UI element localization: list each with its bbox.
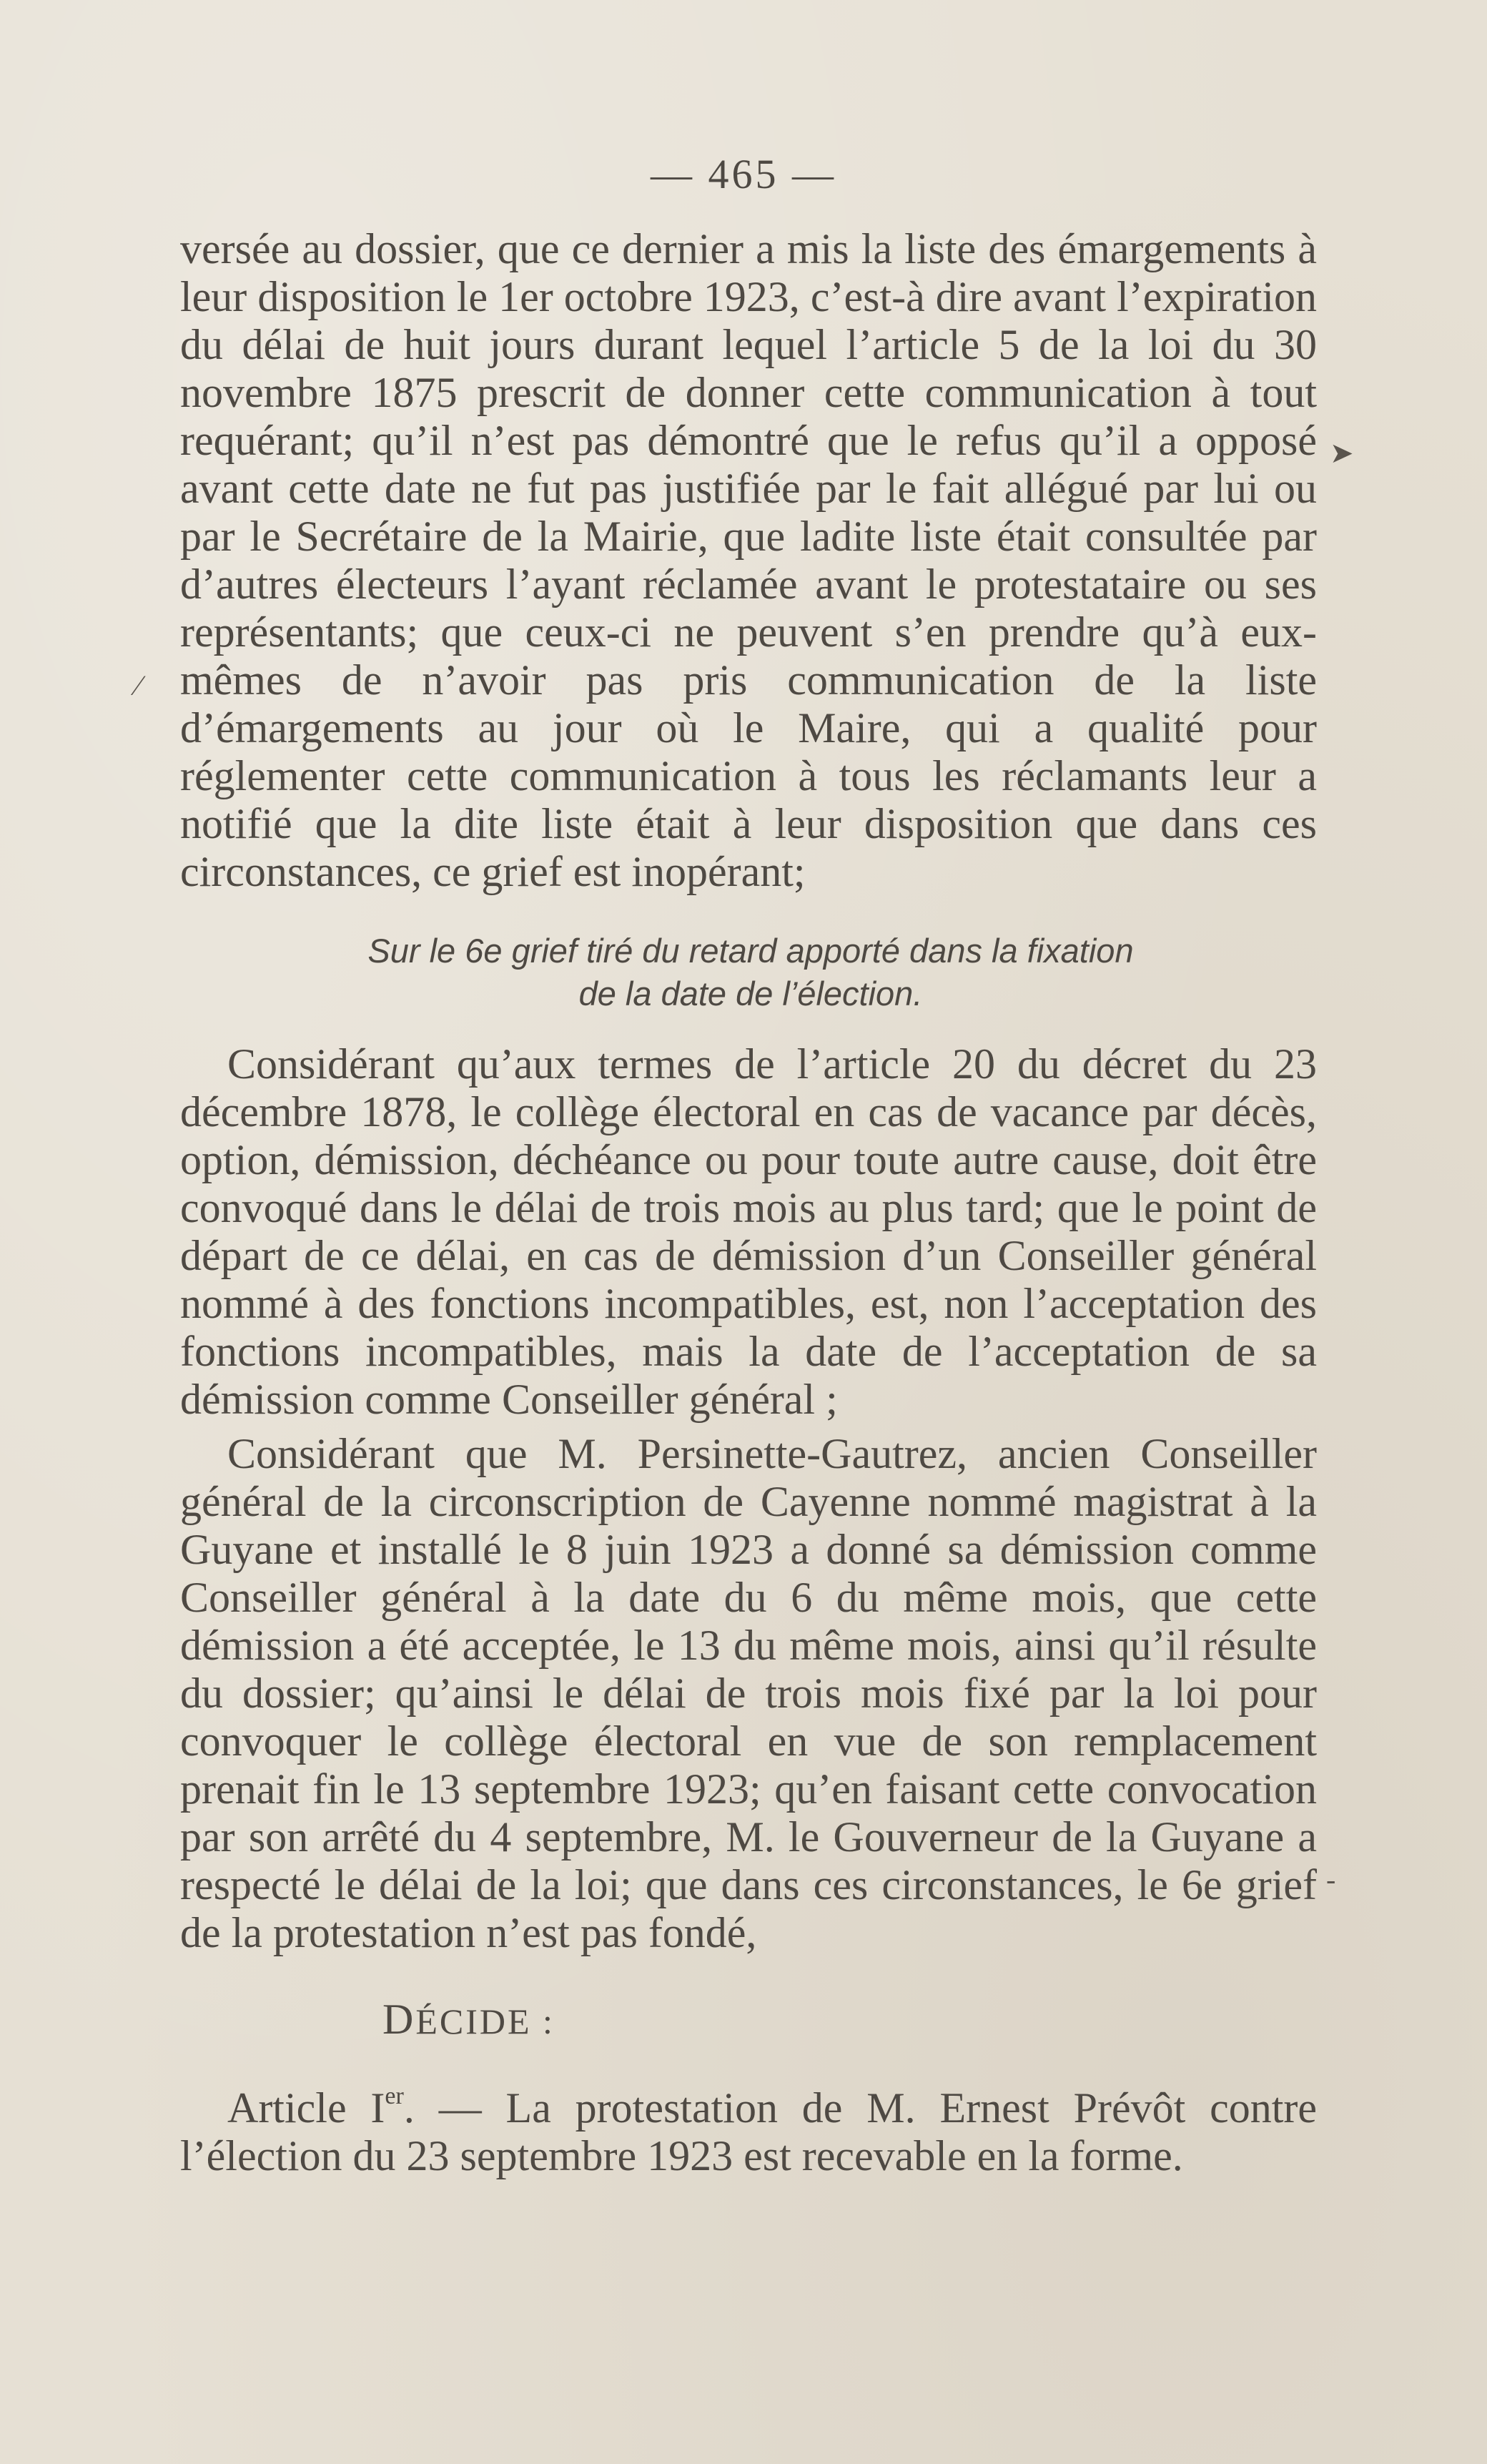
section-heading-line-1: Sur le 6e grief tiré du retard apporté dans la fixation	[367, 932, 1134, 970]
margin-mark-arrow: ➤	[1330, 437, 1354, 469]
paragraph-considerant-2: Considérant que M. Persinette-Gautrez, ancien Conseiller général de la circonscription de Cayenne nommé magistrat à la Guyane et installé le 8 juin 1923 a donné sa démission comme Conseiller général à la date du 6 du même mois, que cette démission a été acceptée, le 13 du même mois, ainsi qu’il résulte du dossier; qu’ainsi le délai de trois mois fixé par la loi pour convoquer le collège électoral en vue de son remplacement prenait fin le 13 septembre 1923; qu’en faisant cette convocation par son arrêté du 4 septembre, M. le Gouverneur de la Guyane a respecté le délai de la loi; que dans ces circonstances, le 6e grief de la protestation n’est pas fondé,	[180, 1430, 1317, 1956]
section-heading	[214, 930, 1287, 1015]
paragraph-block-2	[180, 1040, 1317, 1424]
paragraph-block-3	[180, 1430, 1317, 1957]
article-1-text: . — La protestation de M. Ernest Prévôt contre l’élection du 23 septembre 1923 est recevable en la forme.	[180, 2084, 1317, 2179]
margin-mark-dash: ‐	[1326, 1863, 1336, 1896]
paragraph-block-1	[180, 225, 1317, 896]
article-1-paragraph	[180, 2084, 1317, 2180]
decision-heading-initial: D	[382, 1996, 416, 2043]
article-1-label-superscript: er	[385, 2083, 404, 2109]
paragraph-continuation: versée au dossier, que ce dernier a mis la liste des émargements à leur disposition le 1er octobre 1923, c’est-à dire avant l’expiration du délai de huit jours durant lequel l’article 5 de la loi du 30 novembre 1875 prescrit de donner cette communication à tout requérant; qu’il n’est pas démontré que le refus qu’il a opposé avant cette date ne fut pas justifiée par le fait allégué par lui ou par le Secrétaire de la Mairie, que ladite liste était consultée par d’autres électeurs l’ayant réclamée avant le protestataire ou ses représentants; que ceux-ci ne peuvent s’en prendre qu’à eux-mêmes de n’avoir pas pris communication de la liste d’émargements au jour où le Maire, qui a qualité pour réglementer cette communication à tous les réclamants leur a notifié que la dite liste était à leur disposition que dans ces circonstances, ce grief est inopérant;	[180, 225, 1317, 895]
decision-heading-rest: ÉCIDE :	[415, 2001, 555, 2041]
article-block	[180, 2084, 1317, 2180]
margin-mark-tick: ⁄	[136, 669, 141, 701]
page-number: — 465 —	[651, 151, 836, 197]
decision-heading	[382, 1995, 555, 2044]
paragraph-considerant-1: Considérant qu’aux termes de l’article 20 du décret du 23 décembre 1878, le collège électoral en cas de vacance par décès, option, démission, déchéance ou pour toute autre cause, doit être convoqué dans le délai de trois mois au plus tard; que le point de départ de ce délai, en cas de démission d’un Conseiller général nommé à des fonctions incompatibles, est, non l’acceptation des fonctions incompatibles, mais la date de l’acceptation de sa démission comme Conseiller général ;	[180, 1040, 1317, 1423]
section-heading-line-2: de la date de l’élection.	[578, 975, 923, 1012]
article-1-label: Article I	[227, 2084, 385, 2132]
